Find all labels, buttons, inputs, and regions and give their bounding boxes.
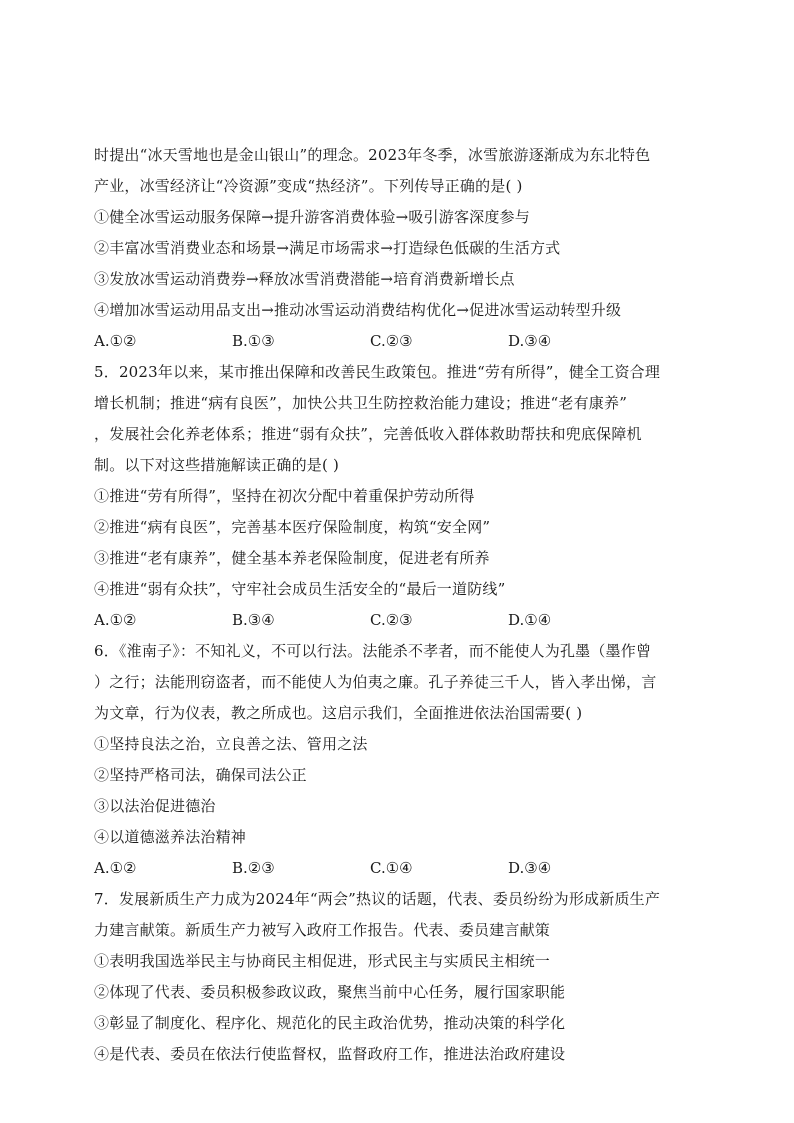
option-c: C.①④ [370,859,413,877]
option-a: A.①② [94,611,137,629]
choice-statement: ②丰富冰雪消费业态和场景→满足市场需求→打造绿色低碳的生活方式 [94,239,561,257]
choice-statement: ①坚持良法之治，立良善之法、管用之法 [94,735,368,753]
choice-statement: ④是代表、委员在依法行使监督权，监督政府工作，推进法治政府建设 [94,1045,566,1063]
choice-statement: ①健全冰雪运动服务保障→提升游客消费体验→吸引游客深度参与 [94,208,530,226]
option-a: A.①② [94,859,137,877]
option-b: B.①③ [232,332,275,350]
question-text-line: ，发展社会化养老体系；推进“弱有众扶”，完善低收入群体救助帮扶和兜底保障机 [94,425,642,443]
choice-statement: ①推进“劳有所得”，坚持在初次分配中着重保护劳动所得 [94,487,475,505]
question-text-line: 增长机制；推进“病有良医”，加快公共卫生防控救治能力建设；推进“老有康养” [94,394,628,412]
answer-options [94,326,714,357]
question-4 [94,140,714,357]
answer-options [94,605,714,636]
option-c: C.②③ [370,332,413,350]
choice-statement: ③彰显了制度化、程序化、规范化的民主政治优势，推动决策的科学化 [94,1014,566,1032]
question-text-line: ）之行；法能刑窃盗者，而不能使人为伯夷之廉。孔子养徒三千人，皆入孝出悌，言 [94,673,657,691]
choice-statement: ②坚持严格司法，确保司法公正 [94,766,307,784]
choice-statement: ④以道德滋养法治精神 [94,828,247,846]
option-c: C.②③ [370,611,413,629]
choice-statement: ②推进“病有良医”，完善基本医疗保险制度，构筑“安全网” [94,518,491,536]
question-text-line: 力建言献策。新质生产力被写入政府工作报告。代表、委员建言献策 [94,921,551,939]
choice-statement: ②体现了代表、委员积极参政议政，聚焦当前中心任务，履行国家职能 [94,983,566,1001]
choice-statement: ③以法治促进德治 [94,797,216,815]
choice-statement: ③发放冰雪运动消费券→释放冰雪消费潜能→培育消费新增长点 [94,270,515,288]
option-b: B.②③ [232,859,275,877]
question-text-line: 6．《淮南子》：不知礼义，不可以行法。法能杀不孝者，而不能使人为孔墨（墨作曾 [94,642,652,660]
question-5 [94,357,714,636]
choice-statement: ③推进“老有康养”，健全基本养老保险制度，促进老有所养 [94,549,490,567]
question-text-line: 时提出“冰天雪地也是金山银山”的理念。2023年冬季，冰雪旅游逐渐成为东北特色 [94,146,651,164]
document-page [94,140,714,1070]
question-text-line: 为文章，行为仪表，教之所成也。这启示我们，全面推进依法治国需要( ) [94,704,583,722]
choice-statement: ④推进“弱有众扶”，守牢社会成员生活安全的“最后一道防线” [94,580,506,598]
option-a: A.①② [94,332,137,350]
question-text-line: 产业，冰雪经济让“冷资源”变成“热经济”。下列传导正确的是( ) [94,177,523,195]
option-d: D.③④ [508,332,552,350]
option-d: D.①④ [508,611,552,629]
question-text-line: 制。以下对这些措施解读正确的是( ) [94,456,340,474]
option-b: B.③④ [232,611,275,629]
question-text-line: 7．发展新质生产力成为2024年“两会”热议的话题，代表、委员纷纷为形成新质生产 [94,890,661,908]
choice-statement: ①表明我国选举民主与协商民主相促进，形式民主与实质民主相统一 [94,952,551,970]
choice-statement: ④增加冰雪运动用品支出→推动冰雪运动消费结构优化→促进冰雪运动转型升级 [94,301,622,319]
question-6 [94,636,714,884]
question-text-line: 5．2023年以来，某市推出保障和改善民生政策包。推进“劳有所得”，健全工资合理 [94,363,661,381]
question-7 [94,884,714,1070]
answer-options [94,853,714,884]
option-d: D.③④ [508,859,552,877]
